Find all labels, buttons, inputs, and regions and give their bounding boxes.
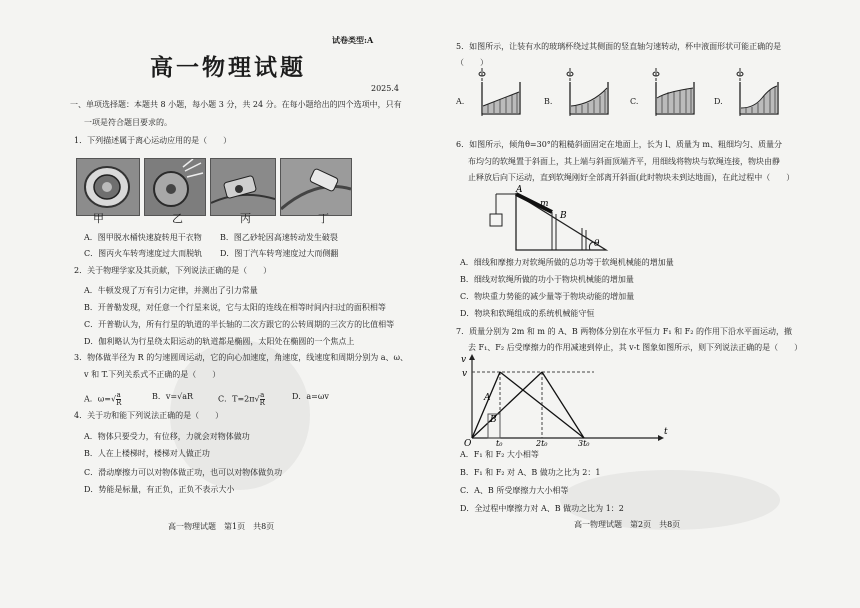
q6-label-A: A — [516, 185, 523, 195]
q6-option-a: A．细线和摩擦力对软绳所做的总功等于软绳机械能的增加量 — [460, 258, 674, 267]
q5-label-c: C. — [630, 97, 639, 106]
q6-label-theta: θ — [594, 239, 600, 249]
q7-stem-line2: 去 F₁、F₂ 后受摩擦力的作用减速到停止，其 v-t 图象如图所示，则下列说法正确的是（ ） — [468, 343, 803, 352]
q6-label-B: B — [560, 211, 567, 221]
q6-label-m: m — [540, 199, 549, 209]
q5-stem: 5．如图所示，让装有水的玻璃杯绕过其侧面的竖直轴匀速转动，杯中液面形状可能正确的是 — [456, 42, 782, 51]
q6-option-b: B．细线对软绳所做的功小于物块机械能的增加量 — [460, 275, 634, 284]
q2-option-c: C．开普勒认为，所有行星的轨道的半长轴的二次方跟它的公转周期的三次方的比值相等 — [84, 320, 395, 329]
q7-option-c: C．A、B 所受摩擦力大小相等 — [460, 486, 569, 495]
q6-option-c: C．物块重力势能的减少量等于物块动能的增加量 — [460, 292, 635, 301]
page1-footer: 高一物理试题 第1页 共8页 — [168, 522, 275, 531]
q1-option-b: B．图乙砂轮因高速转动发生破裂 — [220, 233, 338, 242]
q3-c-sqrt-fraction: √ $\frac{a}{R}$ — [254, 391, 265, 407]
q5-cup-a — [474, 68, 526, 120]
q4-option-b: B．人在上楼梯时，楼梯对人做正功 — [84, 449, 210, 458]
q7-option-a: A．F₁ 和 F₂ 大小相等 — [460, 450, 539, 459]
q5-cup-d — [732, 68, 784, 120]
q3-a-sqrt-fraction: √ $\frac{a}{R}$ — [111, 391, 122, 407]
q4-option-a: A．物体只要受力，有位移，力就会对物体做功 — [84, 432, 250, 441]
section1-instructions-line1: 一、单项选择题：本题共 8 小题，每小题 3 分，共 24 分。在每小题给出的四个选项中，只有 — [70, 100, 402, 109]
q3-option-d: D．a=ωv — [292, 392, 329, 401]
q7-line-B: B — [490, 415, 497, 425]
q6-option-d: D．物块和软绳组成的系统机械能守恒 — [460, 309, 595, 318]
q7-tick-3t0: 3t₀ — [578, 439, 590, 446]
page-2 — [430, 0, 860, 608]
q6-stem-line2: 布均匀的软绳置于斜面上，其上端与斜面顶端齐平，用细线将物块与软绳连接，物块由静 — [468, 157, 780, 166]
q3-option-c: C．T=2π√ $\frac{a}{R}$ — [218, 391, 265, 407]
q5-paren: （ ） — [456, 58, 488, 67]
page2-footer: 高一物理试题 第2页 共8页 — [574, 520, 681, 529]
q7-option-b: B．F₁ 和 F₂ 对 A、B 做功之比为 2：1 — [460, 468, 601, 477]
q1-label-yi: 乙 — [172, 212, 183, 225]
q5-label-b: B. — [544, 97, 553, 106]
q7-tick-t0: t₀ — [496, 439, 503, 446]
q1-stem: 1．下列描述属于离心运动应用的是（ ） — [74, 136, 232, 145]
q7-stem-line1: 7．质量分别为 2m 和 m 的 A、B 两物体分别在水平恒力 F₁ 和 F₂ 的作用下沿水平面运动，撤 — [456, 327, 792, 336]
exam-type-label: 试卷类型:A — [332, 35, 374, 45]
q7-origin: O — [464, 439, 472, 446]
q3-option-a: A．ω=√ $\frac{a}{R}$ — [84, 391, 122, 407]
q6-stem-line3: 止释放后向下运动，直到软绳刚好全部离开斜面(此时物块未到达地面)，在此过程中（ ） — [468, 173, 795, 182]
q7-axis-v: v — [461, 355, 467, 365]
q6-stem-line1: 6．如图所示，倾角θ=30°的粗糙斜面固定在地面上，长为 l、质量为 m、粗细均匀、质量分 — [456, 140, 783, 149]
section1-instructions-line2: 一项是符合题目要求的。 — [84, 118, 172, 127]
q1-option-a: A．图甲脱水桶快速旋转甩干衣物 — [84, 233, 202, 242]
q5-cup-c — [648, 68, 700, 120]
q1-photo-grinding-wheel — [144, 158, 206, 216]
q4-option-d: D．势能是标量，有正负，正负不表示大小 — [84, 485, 235, 494]
q7-line-A: A — [484, 393, 491, 403]
q1-label-jia: 甲 — [93, 212, 104, 225]
q3-stem-line2: v 和 T.下列关系式不正确的是（ ） — [84, 370, 221, 379]
q2-option-b: B．开普勒发现，对任意一个行星来说，它与太阳的连线在相等时间内扫过的面积相等 — [84, 303, 386, 312]
q7-axis-t: t — [664, 427, 668, 437]
q1-photo-spin-dryer — [76, 158, 140, 216]
q1-label-bing: 丙 — [240, 212, 251, 225]
q7-vt-graph — [458, 354, 678, 446]
q1-label-ding: 丁 — [318, 212, 329, 225]
q1-option-c: C．图丙火车转弯速度过大而脱轨 — [84, 249, 203, 258]
q7-option-d: D．全过程中摩擦力对 A、B 做功之比为 1：2 — [460, 504, 624, 513]
q3-stem-line1: 3．物体做半径为 R 的匀速圆周运动，它的向心加速度，角速度，线速度和周期分别为 a、ω、 — [74, 353, 409, 362]
q4-stem: 4．关于功和能下列说法正确的是（ ） — [74, 411, 224, 420]
q6-incline-diagram — [482, 184, 612, 254]
q2-stem: 2．关于物理学家及其贡献，下列说法正确的是（ ） — [74, 266, 272, 275]
q1-photo-train-derail — [210, 158, 276, 216]
q5-cup-b — [562, 68, 614, 120]
q5-label-a: A. — [456, 97, 465, 106]
q2-option-d: D．伽利略认为行星绕太阳运动的轨道都是椭圆，太阳处在椭圆的一个焦点上 — [84, 337, 355, 346]
q3-option-b: B．v=√aR — [152, 392, 193, 401]
exam-title: 高一物理试题 — [150, 54, 306, 81]
q7-label-v0: v — [462, 369, 468, 379]
q5-label-d: D. — [714, 97, 723, 106]
q4-option-c: C．滑动摩擦力可以对物体做正功，也可以对物体做负功 — [84, 468, 283, 477]
q2-option-a: A．牛顿发现了万有引力定律，并测出了引力常量 — [84, 286, 258, 295]
q1-photo-car-rollover — [280, 158, 352, 216]
q1-option-d: D．图丁汽车转弯速度过大而侧翻 — [220, 249, 339, 258]
exam-date: 2025.4 — [371, 84, 399, 93]
q7-tick-2t0: 2t₀ — [536, 439, 548, 446]
